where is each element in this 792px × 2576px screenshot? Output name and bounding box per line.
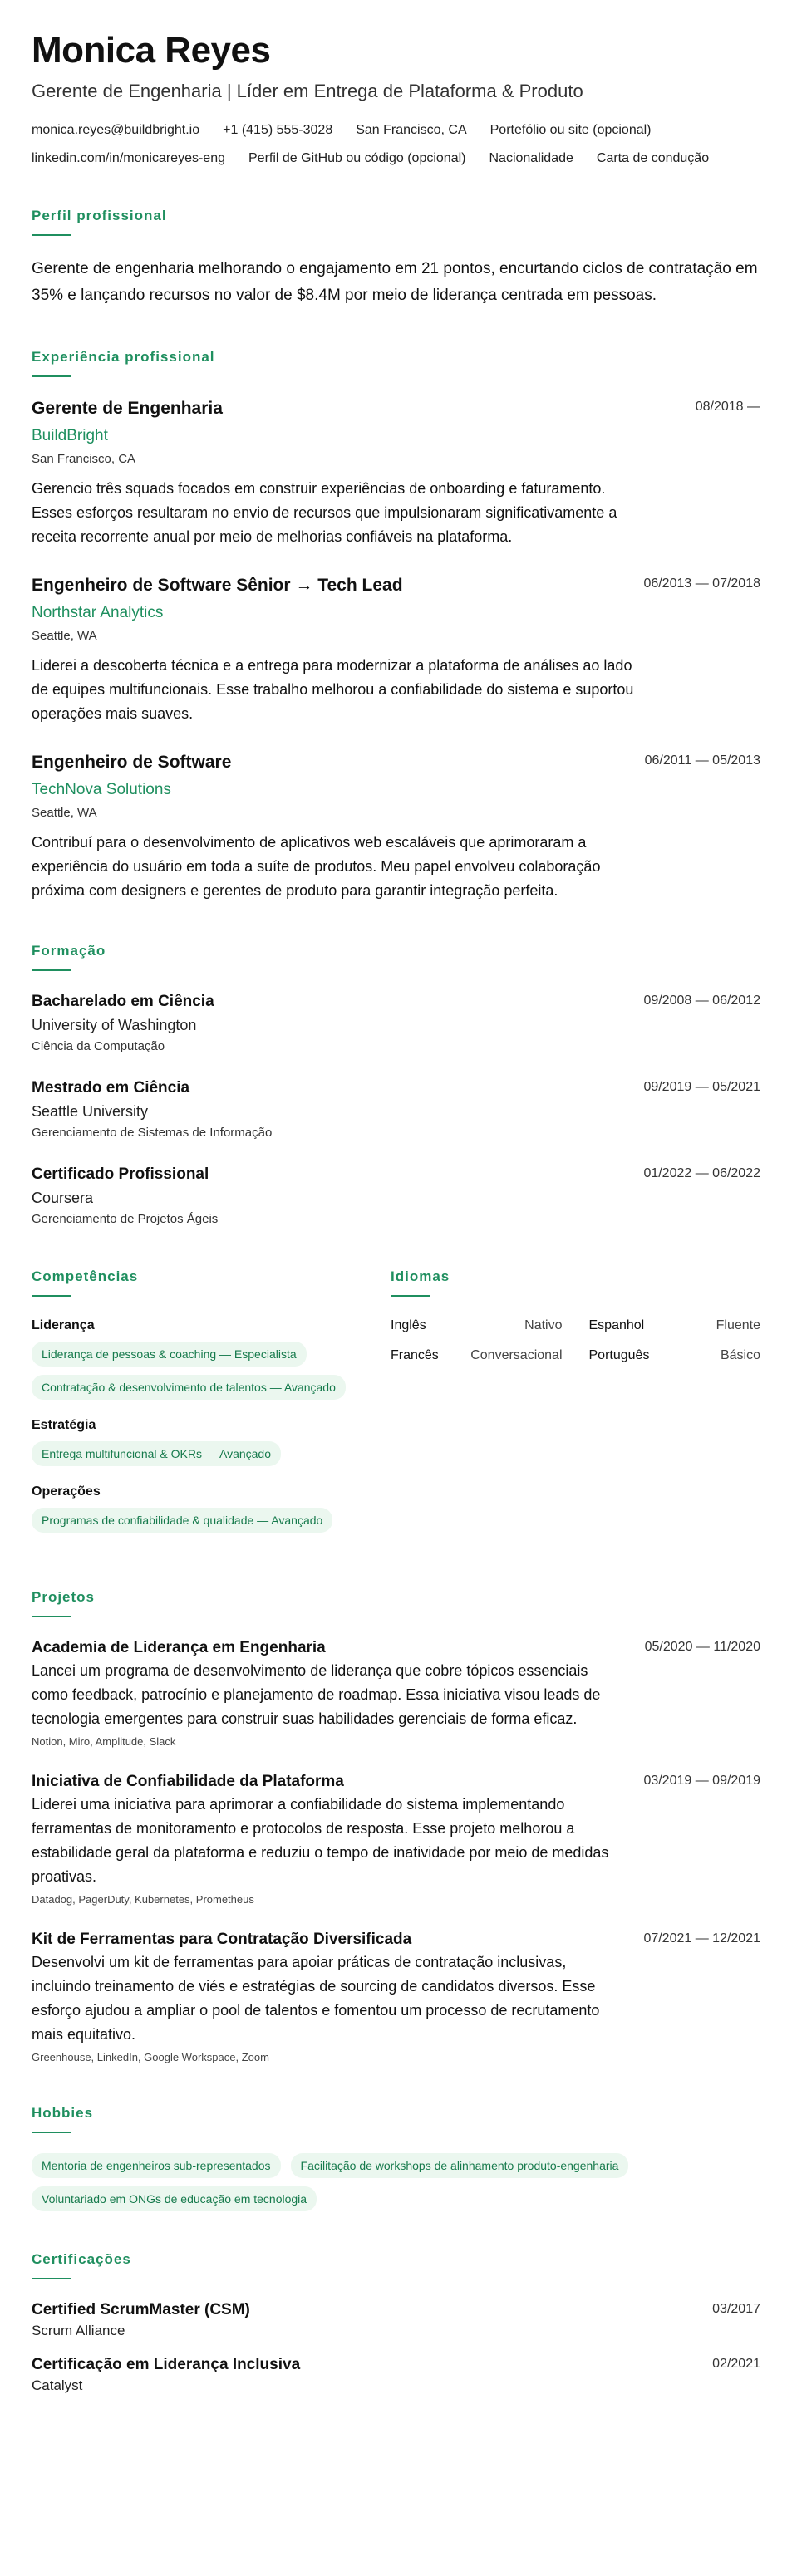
job-date: 08/2018 — <box>695 400 760 414</box>
job-company: BuildBright <box>32 427 108 444</box>
hobby-chip: Facilitação de workshops de alinhamento produto-engenharia <box>291 2153 629 2178</box>
section-divider <box>32 2132 71 2133</box>
profile-summary: Gerente de engenharia melhorando o engajamento em 21 pontos, encurtando ciclos de contratação em 35% e lançando recursos no valor de $8.4M por meio de liderança centrada em pessoas. <box>32 260 758 304</box>
headline: Gerente de Engenharia | Líder em Entrega de Plataforma & Produto <box>32 81 583 101</box>
contact-list <box>32 121 760 168</box>
project-description: Liderei uma iniciativa para aprimorar a confiabilidade do sistema implementando ferramentas de monitoramento e protocolos de resposta. Esse projeto melhorou a estabilidade geral da plataforma e reduziu o tempo de inatividade por meio de medidas proativas. <box>32 1796 609 1885</box>
section-title: Hobbies <box>32 2105 94 2121</box>
job-entry <box>32 574 760 726</box>
skill-group <box>32 1317 389 1400</box>
education-school: Seattle University <box>32 1103 149 1120</box>
education-degree: Mestrado em Ciência <box>32 1079 190 1097</box>
section-title: Competências <box>32 1268 139 1284</box>
project-tools: Notion, Miro, Amplitude, Slack <box>32 1735 176 1748</box>
education-degree: Certificado Profissional <box>32 1165 209 1183</box>
skill-chip: Contratação & desenvolvimento de talentos — Avançado <box>32 1375 346 1400</box>
skills-languages-row <box>32 1268 760 1549</box>
education-entry <box>32 991 760 1056</box>
contact-github[interactable]: Perfil de GitHub ou código (opcional) <box>248 151 466 165</box>
job-entry <box>32 751 760 903</box>
education-field: Ciência da Computação <box>32 1039 165 1053</box>
job-company: TechNova Solutions <box>32 781 171 798</box>
project-date: 03/2019 — 09/2019 <box>643 1774 760 1788</box>
language-entry <box>391 1317 563 1335</box>
education-school: Coursera <box>32 1190 94 1206</box>
certification-title: Certified ScrumMaster (CSM) <box>32 2301 250 2318</box>
language-level: Nativo <box>524 1318 563 1332</box>
certification-title: Certificação em Liderança Inclusiva <box>32 2356 301 2373</box>
skills-section <box>32 1268 389 1549</box>
job-description: Liderei a descoberta técnica e a entrega para modernizar a plataforma de análises ao lado de equipes multifuncionais. Esse trabalho melhorou a confiabilidade do sistema e suportou operações mais suaves. <box>32 657 634 722</box>
contact-phone[interactable]: +1 (415) 555-3028 <box>223 123 333 137</box>
section-title: Formação <box>32 943 106 959</box>
section-title: Experiência profissional <box>32 349 215 365</box>
job-title: Gerente de Engenharia <box>32 399 223 418</box>
skill-group <box>32 1483 389 1533</box>
skill-group <box>32 1416 389 1466</box>
section-title: Projetos <box>32 1589 96 1605</box>
section-divider <box>32 2278 71 2279</box>
education-field: Gerenciamento de Projetos Ágeis <box>32 1212 219 1226</box>
project-description: Lancei um programa de desenvolvimento de liderança que cobre tópicos essenciais como feedback, patrocínio e planejamento de roadmap. Essa iniciativa visou leads de tecnologia emergentes para construir suas habilidades gerenciais de forma eficaz. <box>32 1662 601 1727</box>
education-section <box>32 943 760 1229</box>
education-date: 09/2019 — 05/2021 <box>643 1080 760 1094</box>
section-divider <box>391 1295 430 1297</box>
job-description: Gerencio três squads focados em construir experiências de onboarding e faturamento. Esses esforços resultaram no envio de recursos que impulsionaram significativamente a receita recorrente anual por meio de melhorias confiáveis na plataforma. <box>32 480 617 545</box>
section-divider <box>32 969 71 971</box>
job-title: Engenheiro de Software Sênior → Tech Lead <box>32 576 403 595</box>
resume-header <box>32 30 760 168</box>
project-tools: Greenhouse, LinkedIn, Google Workspace, Zoom <box>32 2051 269 2063</box>
certifications-section <box>32 2251 760 2396</box>
project-entry <box>32 1771 760 1907</box>
project-title: Academia de Liderança em Engenharia <box>32 1639 326 1656</box>
language-level: Básico <box>720 1348 760 1362</box>
education-degree: Bacharelado em Ciência <box>32 993 214 1010</box>
job-location: San Francisco, CA <box>32 452 136 466</box>
job-description: Contribuí para o desenvolvimento de aplicativos web escaláveis que aprimoraram a experiência do usuário em toda a suíte de produtos. Meu papel envolveu colaboração próxima com designers e gerentes de produto para garantir integração perfeita. <box>32 834 601 899</box>
education-date: 01/2022 — 06/2022 <box>643 1166 760 1180</box>
education-entry <box>32 1077 760 1142</box>
certification-issuer: Scrum Alliance <box>32 2323 125 2338</box>
contact-linkedin[interactable]: linkedin.com/in/monicareyes-eng <box>32 151 225 165</box>
contact-nationality: Nacionalidade <box>489 151 573 165</box>
job-date: 06/2013 — 07/2018 <box>643 577 760 591</box>
profile-section <box>32 208 760 309</box>
project-title: Kit de Ferramentas para Contratação Diversificada <box>32 1931 412 1948</box>
project-date: 05/2020 — 11/2020 <box>644 1640 760 1654</box>
language-name: Português <box>588 1348 650 1362</box>
language-level: Fluente <box>716 1318 760 1332</box>
skill-category: Liderança <box>32 1318 95 1332</box>
language-entry <box>589 1317 761 1335</box>
job-company: Northstar Analytics <box>32 604 164 621</box>
project-entry <box>32 1929 760 2065</box>
experience-section <box>32 349 760 903</box>
language-level: Conversacional <box>470 1348 563 1362</box>
project-entry <box>32 1637 760 1749</box>
language-entry <box>589 1347 761 1365</box>
hobbies-section <box>32 2105 760 2211</box>
education-school: University of Washington <box>32 1017 197 1033</box>
projects-section <box>32 1589 760 2065</box>
certification-date: 02/2021 <box>712 2357 760 2371</box>
section-title: Idiomas <box>391 1268 450 1284</box>
project-date: 07/2021 — 12/2021 <box>643 1931 760 1945</box>
job-title: Engenheiro de Software <box>32 753 232 772</box>
education-field: Gerenciamento de Sistemas de Informação <box>32 1126 273 1140</box>
section-title: Perfil profissional <box>32 208 167 223</box>
section-divider <box>32 1616 71 1617</box>
hobby-chip: Voluntariado em ONGs de educação em tecnologia <box>32 2186 317 2211</box>
certification-date: 03/2017 <box>712 2302 760 2316</box>
certification-entry <box>32 2299 760 2341</box>
job-date: 06/2011 — 05/2013 <box>644 753 760 768</box>
job-location: Seattle, WA <box>32 806 97 820</box>
hobby-chip: Mentoria de engenheiros sub-representados <box>32 2153 281 2178</box>
language-name: Espanhol <box>588 1318 645 1332</box>
contact-portfolio[interactable]: Portefólio ou site (opcional) <box>489 123 652 137</box>
project-description: Desenvolvi um kit de ferramentas para apoiar práticas de contratação inclusivas, incluindo treinamento de viés e estratégias de sourcing de candidatos diversos. Esse esforço ajudou a ampliar o pool de talentos e fomentou um processo de recrutamento mais equitativo. <box>32 1954 600 2043</box>
language-name: Inglês <box>391 1318 426 1332</box>
project-tools: Datadog, PagerDuty, Kubernetes, Prometheus <box>32 1893 254 1906</box>
skill-chip: Entrega multifuncional & OKRs — Avançado <box>32 1441 281 1466</box>
project-title: Iniciativa de Confiabilidade da Plataforma <box>32 1773 344 1790</box>
contact-email[interactable]: monica.reyes@buildbright.io <box>32 123 200 137</box>
candidate-name: Monica Reyes <box>32 30 271 71</box>
skill-chip: Liderança de pessoas & coaching — Especialista <box>32 1342 307 1367</box>
certification-issuer: Catalyst <box>32 2377 83 2393</box>
language-entry <box>391 1347 563 1365</box>
contact-location: San Francisco, CA <box>356 123 467 137</box>
section-divider <box>32 375 71 377</box>
education-entry <box>32 1164 760 1229</box>
section-title: Certificações <box>32 2251 131 2267</box>
contact-driving-license: Carta de condução <box>596 151 710 165</box>
language-name: Francês <box>391 1348 439 1362</box>
certification-entry <box>32 2354 760 2396</box>
skill-chip: Programas de confiabilidade & qualidade — Avançado <box>32 1508 332 1533</box>
skill-category: Operações <box>32 1484 101 1499</box>
job-location: Seattle, WA <box>32 629 97 643</box>
section-divider <box>32 234 71 236</box>
languages-section <box>391 1268 760 1549</box>
education-date: 09/2008 — 06/2012 <box>643 994 760 1008</box>
skill-category: Estratégia <box>32 1418 96 1432</box>
job-entry <box>32 397 760 549</box>
section-divider <box>32 1295 71 1297</box>
